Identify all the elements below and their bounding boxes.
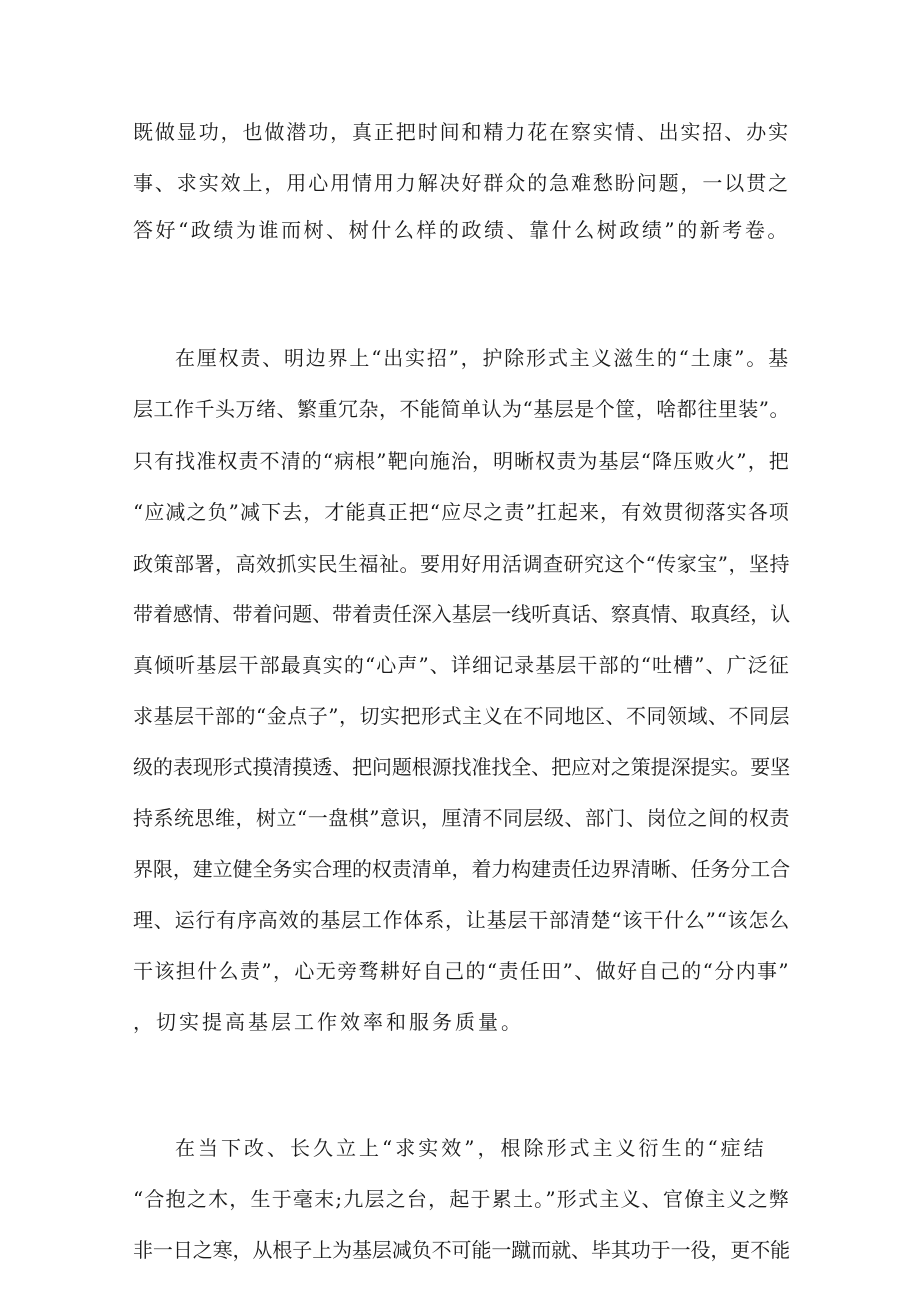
paragraph-2-line-3: 只有找准权责不清的“病根”靶向施治，明晰权责为基层“降压败火”，把 — [133, 449, 790, 473]
paragraph-3-line-2: “合抱之木，生于毫末;九层之台，起于累土。”形式主义、官僚主义之弊 — [133, 1187, 791, 1211]
paragraph-3-line-3: 非一日之寒，从根子上为基层减负不可能一蹴而就、毕其功于一役，更不能 — [133, 1238, 791, 1262]
paragraph-1-line-3: 答好“政绩为谁而树、树什么样的政绩、靠什么树政绩”的新考卷。 — [133, 218, 790, 242]
paragraph-2-line-7: 真倾听基层干部最真实的“心声”、详细记录基层干部的“吐槽”、广泛征 — [133, 653, 790, 677]
paragraph-3-line-1: 在当下改、长久立上“求实效”，根除形式主义衍生的“症结 — [175, 1136, 767, 1160]
paragraph-2-line-5: 政策部署，高效抓实民生福祉。要用好用活调查研究这个“传家宝”，坚持 — [133, 552, 790, 576]
paragraph-2-line-12: 理、运行有序高效的基层工作体系，让基层干部清楚“该干什么”“该怎么 — [133, 908, 791, 932]
paragraph-1-line-1: 既做显功，也做潜功，真正把时间和精力花在察实情、出实招、办实 — [133, 120, 790, 144]
paragraph-2-line-6: 带着感情、带着问题、带着责任深入基层一线听真话、察真情、取真经，认 — [133, 602, 791, 626]
paragraph-2-line-1: 在厘权责、明边界上“出实招”，护除形式主义滋生的“土康”。基 — [175, 346, 790, 370]
paragraph-1-line-2: 事、求实效上，用心用情用力解决好群众的急难愁盼问题，一以贯之 — [133, 171, 790, 195]
paragraph-2-line-2: 层工作千头万绪、繁重冗杂，不能简单认为“基层是个筐，啥都往里装”。 — [133, 397, 790, 421]
paragraph-2-line-11: 界限，建立健全务实合理的权责清单，着力构建责任边界清晰、任务分工合 — [133, 857, 791, 881]
paragraph-2-line-13: 干该担什么责”，心无旁骛耕好自己的“责任田”、做好自己的“分内事” — [133, 959, 790, 983]
paragraph-2-line-10: 持系统思维，树立“一盘棋”意识，厘清不同层级、部门、岗位之间的权责 — [133, 806, 790, 830]
paragraph-2-line-8: 求基层干部的“金点子”，切实把形式主义在不同地区、不同领域、不同层 — [133, 704, 790, 728]
paragraph-2-line-9: 级的表现形式摸清摸透、把问题根源找准找全、把应对之策提深提实。要坚 — [133, 755, 791, 779]
paragraph-2-line-4: “应减之负”减下去，才能真正把“应尽之责”扛起来，有效贯彻落实各项 — [133, 500, 790, 524]
paragraph-2-line-14: ，切实提高基层工作效率和服务质量。 — [133, 1010, 524, 1034]
